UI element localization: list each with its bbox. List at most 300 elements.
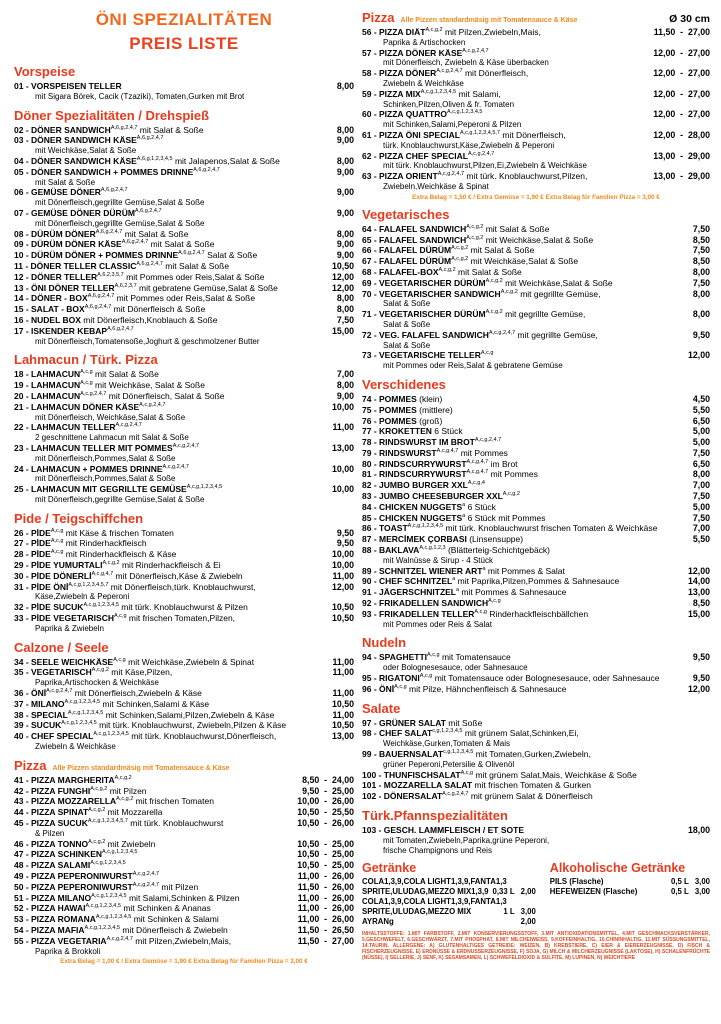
item-number: 87 - <box>362 534 380 545</box>
item-main <box>14 893 294 904</box>
item-main <box>14 208 333 219</box>
item-description: mit Tomatensauce oder Bolognesesauce, oder Sahnesauce <box>432 673 660 684</box>
item-allergens: A,6,g,2,4,7 <box>193 166 220 173</box>
item-main <box>362 718 710 729</box>
item-name: CHEF SPECIAL <box>31 731 94 742</box>
menu-section <box>362 375 710 630</box>
item-description-line: mit Dönerfleisch, Weichkäse,Salat & Soße <box>35 412 186 422</box>
item-name: GEMÜSE DÖNER <box>31 187 101 198</box>
item-allergens: A,c,g,2,4,7 <box>139 401 166 408</box>
item-allergens: A,c,g,2,4,7 <box>115 422 142 429</box>
item-main <box>362 68 649 79</box>
item-main <box>362 576 684 587</box>
item-name: PIZZA SUCUK <box>31 818 88 829</box>
section-footnote: Extra Belag = 1,00 € / Extra Gemüse = 1,90 € Extra Belag für Familien Pizza = 3,00 € <box>60 958 308 966</box>
item-description: mit türk. Knoblauchwurst frischen Tomaten & Weichkäse <box>443 523 658 534</box>
item-price: 6,50 <box>692 458 710 469</box>
item-allergens: A,c,g,2,4,7 <box>442 791 469 798</box>
menu-item <box>362 256 710 267</box>
item-description: mit Dönerfleisch & Soße <box>111 304 206 315</box>
item-allergens: A,c,g,2,4,7 <box>46 688 73 695</box>
item-number: 54 - <box>14 924 32 935</box>
item-main <box>362 684 684 695</box>
item-name: LAHMACUN TELLER <box>31 422 116 433</box>
item-allergens: A,c,g,2 <box>451 256 469 263</box>
item-description: mit Weichkäse,Zwiebeln & Spinat <box>125 656 255 667</box>
item-main <box>14 549 328 560</box>
item-description: mit grünem Salat & Dönerfleisch <box>468 791 593 802</box>
item-allergens: A,c,g,2,4,7 <box>132 881 160 888</box>
item-price: 15,00 <box>331 325 354 336</box>
item-allergens: A,c,g,4 <box>467 480 485 487</box>
item-price: 5,50 <box>692 404 710 415</box>
item-description-line: 2 geschnittene Lahmacun mit Salat & Soße <box>35 433 189 443</box>
menu-item <box>14 443 354 454</box>
item-main <box>362 426 689 437</box>
alcohol-heading: Alkoholische Getränke <box>549 861 686 876</box>
item-name: MOZZARELLA SALAT <box>383 780 473 791</box>
item-price: 9,50 <box>692 673 710 684</box>
item-main <box>14 283 328 294</box>
item-number: 81 - <box>362 469 380 480</box>
item-price: 7,50 <box>692 512 710 523</box>
item-name: POMMES <box>379 415 417 426</box>
item-main <box>362 256 689 267</box>
item-main <box>362 480 689 491</box>
item-price: 10,50 - 25,00 <box>297 860 354 871</box>
item-main <box>362 330 689 341</box>
item-price: 5,00 <box>692 501 710 512</box>
item-number: 05 - <box>14 166 32 177</box>
item-main <box>362 405 689 416</box>
item-allergens: A,c,g <box>488 598 501 605</box>
item-description: mit Salat & Soße <box>122 228 189 239</box>
item-main <box>362 513 689 524</box>
item-allergens: A,c,g,4,7 <box>436 448 459 455</box>
item-main <box>362 791 710 802</box>
item-price: 11,00 - 26,00 <box>297 914 354 925</box>
item-price: 8,00 <box>336 124 354 135</box>
item-number: 22 - <box>14 422 32 433</box>
item-main <box>362 416 689 427</box>
menu-item <box>362 780 710 791</box>
item-price: 7,50 <box>692 277 710 288</box>
menu-item <box>14 571 354 582</box>
item-price: 9,50 <box>336 527 354 538</box>
item-description: mit Pommes oder Reis,Salat & Soße <box>123 271 265 282</box>
item-main <box>14 731 328 742</box>
item-allergens: A,c,g <box>460 769 474 776</box>
item-description-line: mit Dönerfleisch, Zwiebeln & Käse überbacken <box>383 58 549 68</box>
item-allergens: A,c,g,2 <box>90 785 108 792</box>
drink-name: PILS (Flasche) <box>549 877 604 887</box>
menu-item <box>362 598 710 609</box>
item-allergens: c,g,1,2,3,4,5 <box>432 728 463 735</box>
item-number: 07 - <box>14 207 32 218</box>
item-allergens: A,c,g,2,4,7 <box>106 935 133 942</box>
item-number: 31 - <box>14 581 32 592</box>
item-price: 12,00 - 27,00 <box>653 47 710 58</box>
item-name: FRIKADELLEN SANDWICH <box>379 598 489 609</box>
item-name: KROKETTEN <box>379 426 432 437</box>
item-name: DÖNER - BOX <box>31 293 88 304</box>
item-price: 11,50 - 26,00 <box>297 881 354 892</box>
item-allergens: A,6,g,2,4,7 <box>87 293 115 300</box>
item-allergens: A,c,g,1,2,3,4,5 <box>90 860 126 867</box>
menu-item <box>14 839 354 850</box>
item-description: mit Käse & frischen Tomaten <box>63 527 174 538</box>
item-allergens: A,c,g,1,2,3,4,5 <box>91 892 127 899</box>
item-name: PIZZA QUATTRO <box>379 109 448 120</box>
item-main <box>362 825 684 836</box>
menu-item <box>362 267 710 278</box>
item-number: 49 - <box>14 871 32 881</box>
item-number: 17 - <box>14 325 32 336</box>
menu-item <box>362 459 710 470</box>
item-description-line: Paprika & Zwiebeln <box>35 623 104 633</box>
item-main <box>362 394 689 405</box>
item-name: GESCH. LAMMFLEISCH / ET SOTE <box>383 825 525 835</box>
item-name: PIZZA DIÄT <box>379 27 426 37</box>
drink-size: 0,5 L <box>671 877 689 887</box>
item-description-line: mit Schinken,Salami,Peperoni & Pilzen <box>383 120 522 130</box>
item-allergens: a <box>452 576 456 583</box>
item-price: 8,50 <box>692 598 710 609</box>
menu-item <box>14 464 354 475</box>
item-description: mit Salat & Soße <box>162 260 230 271</box>
menu-section <box>362 806 710 855</box>
item-main <box>14 720 328 731</box>
menu-section <box>14 756 354 966</box>
item-allergens: A,c,g,1,2,3,4,5 <box>84 925 120 932</box>
item-name: MILANO <box>31 698 65 709</box>
item-name: PIZZA CHEF SPECIAL <box>379 150 468 161</box>
item-number: 65 - <box>362 234 380 245</box>
item-description: mit Pommes <box>458 447 508 458</box>
item-price: 8,50 <box>692 256 710 267</box>
item-main <box>14 775 298 786</box>
item-description: mit Dönerfleisch,Käse & Zwiebeln <box>113 570 243 581</box>
item-name: RINDSWURST <box>379 447 437 458</box>
menu-item <box>14 613 354 624</box>
menu-item <box>14 667 354 678</box>
section-note: Alle Pizzen standardmäsig mit Tomatensauce & Käse <box>52 764 230 772</box>
item-number: 10 - <box>14 250 32 261</box>
menu-item <box>362 394 710 405</box>
item-description: (Blätterteig-Schichtgebäck) <box>445 545 551 556</box>
item-main <box>362 48 649 59</box>
menu-item <box>362 480 710 491</box>
item-allergens: A,c,g,1,2,3,4,5 <box>102 849 138 856</box>
item-name: SPECIAL <box>31 709 68 720</box>
item-main <box>362 502 689 513</box>
item-description-line: Salat & Soße <box>383 299 431 309</box>
item-number: 95 - <box>362 673 380 684</box>
item-description: mit Pilzen <box>107 785 147 796</box>
item-allergens: A,c,g,2 <box>485 277 503 284</box>
drink-name: COLA1,3,9,COLA LIGHT1,3,9,FANTA1,3 <box>362 877 507 887</box>
item-number: 57 - <box>362 47 380 58</box>
menu-item <box>14 688 354 699</box>
item-allergens: A,c,g,2 <box>438 267 456 274</box>
item-number: 72 - <box>362 329 380 340</box>
item-allergens: A,6,g,2,4,7 <box>95 228 123 235</box>
item-allergens: A,c,g,2,4,7 <box>488 329 516 336</box>
right-column <box>362 6 710 961</box>
menu-item <box>362 27 710 38</box>
item-description: mit Pommes <box>488 469 538 480</box>
item-name: NUDEL BOX <box>31 314 81 325</box>
item-allergens: A,c,g,2 <box>116 796 134 803</box>
item-description: mit Pilzen,Zwiebeln,Mais, <box>132 935 232 946</box>
item-number: 39 - <box>14 720 32 731</box>
item-price: 11,00 <box>332 709 354 720</box>
item-description-line: Zwiebeln,Weichkäse & Spinat <box>383 181 489 191</box>
item-price: 9,00 <box>336 135 354 146</box>
item-description-line: mit türk. Knoblauchwurst,Pilzen,Ei,Zwiebeln & Weichkäse <box>383 161 587 171</box>
item-number: 90 - <box>362 576 380 587</box>
item-number: 03 - <box>14 135 32 146</box>
item-price: 7,50 <box>692 447 710 458</box>
menu-item <box>14 549 354 560</box>
item-main <box>362 151 649 162</box>
item-name: FRIKADELLEN TELLER <box>379 608 475 619</box>
menu-item <box>362 791 710 802</box>
item-allergens: A,c,g,2 <box>88 838 106 845</box>
item-price: 10,50 <box>331 602 354 613</box>
item-number: 45 - <box>14 818 32 829</box>
item-number: 29 - <box>14 560 32 571</box>
menu-item <box>14 775 354 786</box>
item-allergens: A,c,g <box>113 613 127 620</box>
drink-size: 1 L <box>503 906 515 916</box>
item-name: PIZZA SCHINKEN <box>31 849 103 860</box>
section-heading: Calzone / Seele <box>14 639 109 655</box>
item-price: 7,00 <box>692 523 710 534</box>
item-price: 9,00 <box>336 239 354 250</box>
item-allergens: A,c,g <box>419 673 433 680</box>
drink-name: AYRANg <box>362 916 394 926</box>
item-name: DÖNER TELLER <box>31 271 98 282</box>
item-number: 19 - <box>14 380 32 391</box>
drinks-list <box>362 877 536 926</box>
item-main <box>14 571 328 582</box>
item-description: 6 Stück mit Pommes <box>465 512 546 523</box>
item-number: 01 - <box>14 81 32 91</box>
menu-item <box>14 582 354 593</box>
item-number: 59 - <box>362 88 380 99</box>
item-description: mit gegrillte Gemüse, <box>502 309 586 320</box>
item-description: mit Jalapenos,Salat & Soße <box>172 155 280 166</box>
item-allergens: A,c,g <box>480 350 494 357</box>
item-main <box>14 422 328 433</box>
item-name: FALAFEL SANDWICH <box>379 223 467 234</box>
menu-item <box>14 484 354 495</box>
item-description: mit Zwiebeln <box>105 838 156 849</box>
menu-item <box>14 882 354 893</box>
item-price: 11,50 - 26,50 <box>297 924 354 935</box>
menu-item <box>362 491 710 502</box>
item-name: PIZZA HAWAI <box>31 903 86 914</box>
item-price: 12,00 <box>331 581 354 592</box>
item-number: 70 - <box>362 288 380 299</box>
item-number: 96 - <box>362 683 380 694</box>
item-main <box>362 235 689 246</box>
item-price: 8,00 <box>692 309 710 320</box>
item-main <box>362 566 684 577</box>
item-price: 7,50 <box>692 245 710 256</box>
item-price: 8,00 <box>336 293 354 304</box>
item-price: 10,50 <box>331 613 354 624</box>
item-main <box>362 609 684 620</box>
item-price: 12,00 - 27,00 <box>653 88 710 99</box>
item-price: 5,50 <box>692 534 710 545</box>
menu-section <box>14 350 354 504</box>
item-main <box>14 796 293 807</box>
item-allergens: A,c,g,2 <box>451 245 469 252</box>
drinks-heading: Getränke <box>362 861 417 876</box>
item-allergens: A,c,g,1,2,3,4,5,7 <box>68 581 109 588</box>
item-number: 62 - <box>362 150 380 161</box>
item-price: 10,00 <box>331 549 354 560</box>
item-allergens: A,c,g,1,2,3,4,5 <box>93 731 129 738</box>
item-name: LAHMACUN <box>31 369 81 380</box>
item-allergens: A,c,g,1,2,3 <box>419 545 446 552</box>
item-number: 102 - <box>362 791 384 802</box>
item-description: 6 Stück <box>431 426 463 437</box>
menu-item <box>14 369 354 380</box>
item-number: 40 - <box>14 731 32 742</box>
item-name: LAHMACUN MIT GEGRILLTE GEMÜSE <box>31 484 187 495</box>
menu-item <box>362 770 710 781</box>
item-name: PIZZA ORIENT <box>379 171 438 182</box>
item-allergens: A,c,g <box>50 527 64 534</box>
item-number: 08 - <box>14 228 32 239</box>
menu-item <box>14 903 354 914</box>
item-main <box>14 304 333 315</box>
item-price: 12,00 <box>687 350 710 361</box>
item-number: 64 - <box>362 223 380 234</box>
item-main <box>362 27 650 38</box>
item-description-line: & Pilzen <box>35 828 65 838</box>
menu-section <box>362 205 710 371</box>
item-description-line: mit Salat & Soße <box>35 177 96 187</box>
item-allergens: A,c,g,2,4,7 <box>467 150 495 157</box>
item-allergens: A,c,g,2,4,7 <box>80 391 107 398</box>
item-name: DÖNER TELLER CLASSIC <box>30 260 137 271</box>
item-name: CHEF SALAT <box>379 728 433 739</box>
item-main <box>362 780 710 791</box>
item-price: 10,00 - 26,00 <box>297 796 354 807</box>
item-number: 75 - <box>362 404 380 415</box>
menu-item <box>362 278 710 289</box>
item-name: PIZZA ROMANA <box>31 914 96 925</box>
section-header <box>362 699 710 717</box>
menu-title <box>14 10 354 54</box>
menu-title-line1: ÖNI SPEZIALITÄTEN <box>95 10 273 29</box>
item-description: mit Rinderhackfleisch <box>63 538 147 549</box>
item-allergens: A,c,g,2 <box>114 775 132 781</box>
drink-name: COLA1,3,9,COLA LIGHT1,3,9,FANTA1,3 <box>362 896 507 906</box>
item-price: 11,00 - 26,00 <box>297 892 354 903</box>
item-description: mit Käse,Pilzen, <box>108 667 173 678</box>
item-name: CHICKEN NUGGETS <box>379 512 463 523</box>
item-allergens: A,c,g,2,4,7 <box>474 437 502 444</box>
item-main <box>14 871 294 882</box>
item-description: mit Pommes & Sahnesauce <box>459 587 567 598</box>
item-description: mit Dönerfleisch, Salat & Soße <box>106 390 225 401</box>
item-price: 10,50 - 26,00 <box>297 818 354 829</box>
item-description: mit Salat & Soße <box>455 266 522 277</box>
item-name: PIZZA PEPERONIWURST <box>31 871 133 881</box>
item-description-line: mit Pommes oder Reis & Salat <box>383 619 492 629</box>
item-name: FALAFEL SANDWICH <box>379 234 467 245</box>
item-main <box>362 267 689 278</box>
item-name: PIZZA MAFIA <box>31 924 85 935</box>
item-main <box>14 369 333 380</box>
item-number: 53 - <box>14 914 32 925</box>
menu-item <box>362 534 710 545</box>
menu-item <box>362 426 710 437</box>
item-description: mit Weichkäse,Salat & Soße <box>468 256 579 267</box>
section-header <box>362 806 710 824</box>
item-main <box>362 459 689 470</box>
menu-item <box>362 523 710 534</box>
item-main <box>362 587 684 598</box>
item-name: LAHMACUN DÖNER KÄSE <box>31 401 140 412</box>
menu-item <box>14 81 354 92</box>
menu-item <box>362 609 710 620</box>
item-description: mit Dönerfleisch,Knoblauch & Soße <box>80 314 218 325</box>
item-description: mit gegrillte Gemüse, <box>515 329 598 340</box>
item-main <box>362 673 689 684</box>
item-number: 85 - <box>362 512 380 523</box>
item-number: 60 - <box>362 109 380 120</box>
item-allergens: A,6,g,2,4,7 <box>121 239 149 246</box>
item-description: mit grünem Salat,Schinken,Ei, <box>462 728 579 739</box>
item-number: 94 - <box>362 652 380 663</box>
item-description: mit Tomatensauce <box>439 652 511 663</box>
item-price: 8,00 <box>336 155 354 166</box>
menu-item <box>14 807 354 818</box>
menu-item <box>14 925 354 936</box>
drink-name: HEFEWEIZEN (Flasche) <box>549 887 638 897</box>
item-description-line: Zwiebeln & Weichkäse <box>35 742 116 752</box>
item-name: PIZZA MILANO <box>31 892 92 903</box>
item-number: 48 - <box>14 860 32 871</box>
item-description: mit Paprika,Pilzen,Pommes & Sahnesauce <box>455 576 620 587</box>
item-number: 100 - <box>362 769 384 780</box>
beverages-row <box>362 859 710 926</box>
item-number: 82 - <box>362 480 380 491</box>
item-name: FALAFEL DÜRÜM <box>379 256 452 267</box>
item-price: 4,50 <box>692 393 710 404</box>
item-price: 10,50 <box>331 698 354 709</box>
item-main <box>14 914 294 925</box>
item-name: ÖNİ <box>379 683 395 694</box>
drink-item <box>362 897 536 907</box>
item-price: 11,00 <box>332 570 354 581</box>
menu-item <box>362 566 710 577</box>
item-number: 13 - <box>14 282 32 293</box>
item-allergens: A,c,g,1,2,3,4,5 <box>64 699 101 706</box>
item-number: 84 - <box>362 501 380 512</box>
menu-item <box>362 673 710 684</box>
item-price: 12,00 <box>331 282 354 293</box>
item-allergens: A,6,g,2,4,7 <box>100 187 128 194</box>
item-allergens: A,6,g,2,4,7 <box>110 124 138 131</box>
item-allergens: A,c,g,1,2,3,4,5,7 <box>87 818 128 825</box>
